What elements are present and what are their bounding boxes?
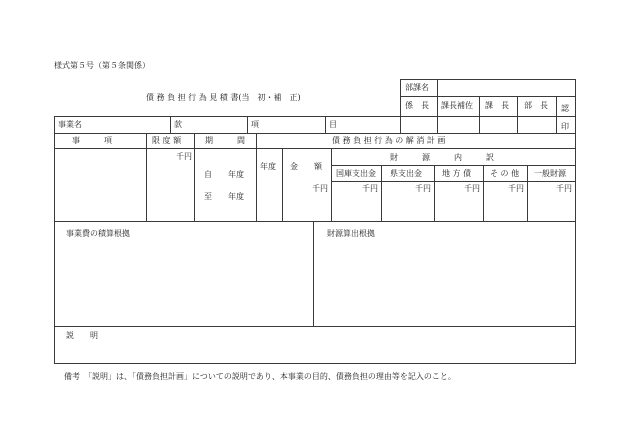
form-title: 債 務 負 担 行 為 見 積 書(当 初・補 正) [146,93,301,102]
approval-cell-bucho: 部 長 [524,101,548,110]
header-kikan: 期 間 [205,136,245,145]
business-name-label: 事業名 [58,120,82,129]
dept-value[interactable] [442,83,572,93]
approval-cell-kachohosa: 課長補佐 [441,101,473,110]
header-jikou: 事 項 [72,136,112,145]
form-number: 様式第５号（第５条関係） [54,61,150,70]
chihousai-unit: 千円 [464,184,480,193]
finance-section-label: 財源算出根拠 [327,229,375,238]
sonota-unit: 千円 [508,184,524,193]
source-ken: 県支出金 [390,169,422,178]
header-kingaku: 金 額 [290,162,322,171]
period-to: 至 年度 [204,192,244,201]
header-zaigen: 財 源 内 訳 [390,153,494,162]
kou-label: 項 [251,120,259,129]
explanation-label: 説 明 [66,331,98,340]
source-chihousai: 地 方 債 [442,169,472,178]
approval-cell-kakaricho: 係 長 [405,101,429,110]
approval-cell-kacho: 課 長 [485,101,509,110]
ken-unit: 千円 [415,184,431,193]
source-kokko: 国庫支出金 [336,169,376,178]
source-sonota: そ の 他 [490,169,520,178]
gendo-unit: 千円 [176,152,192,161]
seal-label: 認印 [561,104,569,131]
header-gendo: 限 度 額 [152,136,182,145]
period-from: 自 年度 [204,170,244,179]
moku-label: 目 [329,120,337,129]
source-ippan: 一般財源 [534,169,566,178]
ippan-unit: 千円 [556,184,572,193]
basis-section-label: 事業費の積算根拠 [66,229,130,238]
kingaku-unit: 千円 [312,184,328,193]
footnote: 備考 「説明」は、「債務負担計画」についての説明であり、本事業の目的、債務負担の理由等を記入のこと。 [64,372,456,381]
kokko-unit: 千円 [362,184,378,193]
dept-label: 部課名 [405,83,429,92]
header-plan: 債 務 負 担 行 為 の 解 消 計 画 [332,136,446,145]
header-nendo: 年度 [260,162,276,171]
kan-label: 款 [174,120,182,129]
